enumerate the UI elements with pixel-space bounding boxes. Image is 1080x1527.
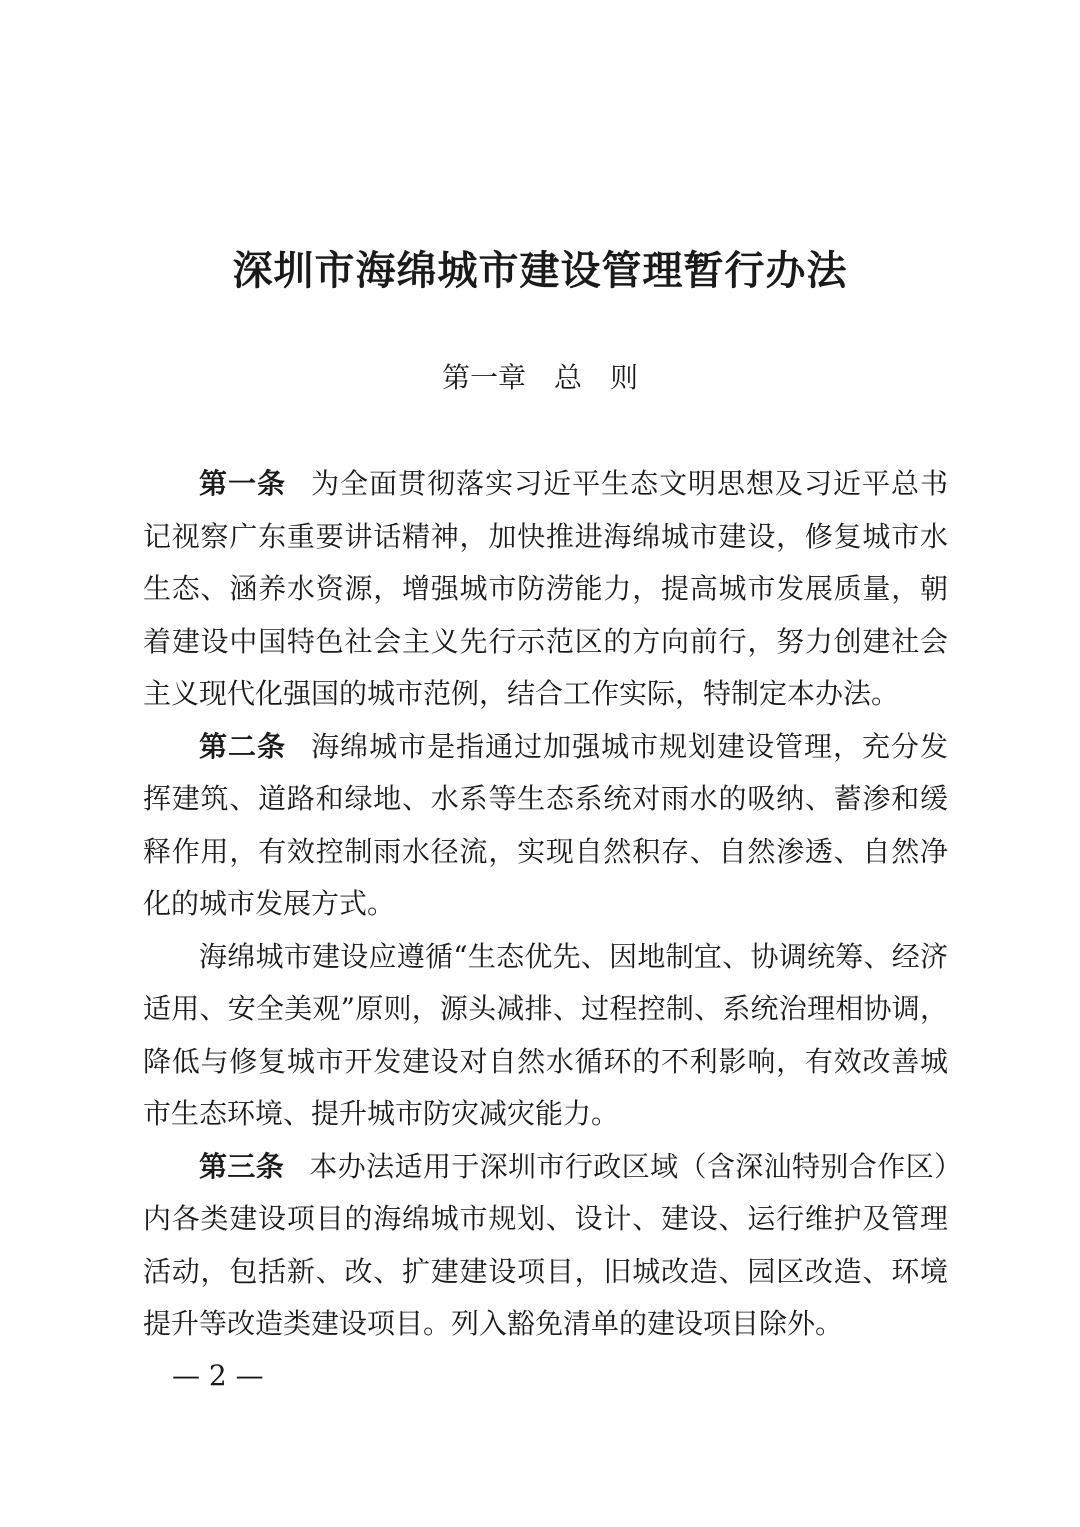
article-1-label: 第一条 — [199, 467, 286, 500]
article-2-text: 海绵城市是指通过加强城市规划建设管理，充分发挥建筑、道路和绿地、水系等生态系统对雨水的吸纳、蓄渗和缓释作用，有效控制雨水径流，实现自然积存、自然渗透、自然净化的城市发展方式。 — [143, 729, 948, 920]
article-1-paragraph — [143, 458, 948, 721]
article-3-label: 第三条 — [199, 1149, 285, 1183]
article-2-paragraph — [143, 721, 948, 931]
chapter-heading: 第一章 总 则 — [441, 361, 638, 394]
article-2-continuation-text: 海绵城市建设应遵循“生态优先、因地制宜、协调统筹、经济适用、安全美观”原则，源头减排、过程控制、系统治理相协调，降低与修复城市开发建设对自然水循环的不利影响，有效改善城市生态环境、提升城市防灾减灾能力。 — [143, 939, 948, 1130]
article-2-continuation-paragraph — [143, 931, 948, 1141]
document-body — [143, 458, 948, 1351]
article-3-paragraph — [143, 1141, 948, 1351]
article-3-text: 本办法适用于深圳市行政区域（含深汕特别合作区）内各类建设项目的海绵城市规划、设计、建设、运行维护及管理活动，包括新、改、扩建建设项目，旧城改造、园区改造、环境提升等改造类建设项目。列入豁免清单的建设项目除外。 — [143, 1149, 948, 1340]
article-1-text: 为全面贯彻落实习近平生态文明思想及习近平总书记视察广东重要讲话精神，加快推进海绵城市建设，修复城市水生态、涵养水资源，增强城市防涝能力，提高城市发展质量，朝着建设中国特色社会主义先行示范区的方向前行，努力创建社会主义现代化强国的城市范例，结合工作实际，特制定本办法。 — [143, 467, 948, 710]
page-number: — 2 — — [172, 1359, 264, 1392]
document-title: 深圳市海绵城市建设管理暂行办法 — [232, 248, 848, 294]
article-2-label: 第二条 — [199, 729, 286, 763]
